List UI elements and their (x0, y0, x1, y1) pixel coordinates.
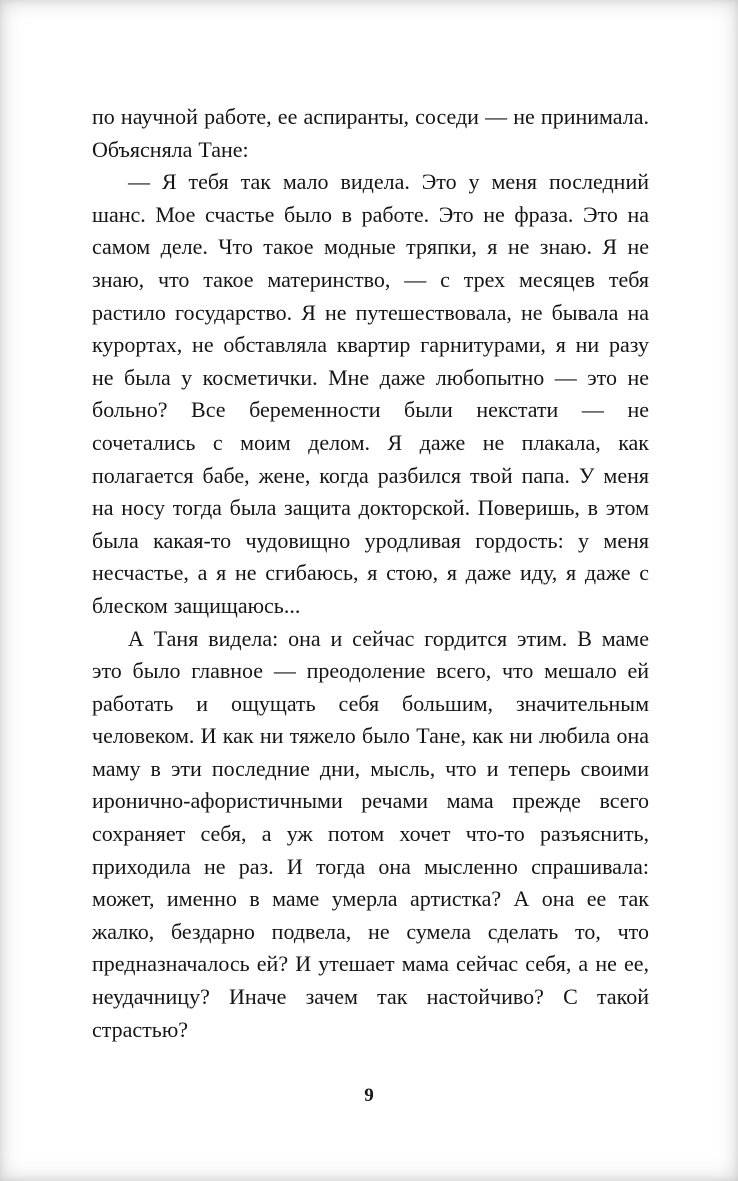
page-number: 9 (364, 1085, 374, 1106)
text-block (92, 101, 649, 1046)
paragraph-narrative: А Таня видела: она и сейчас гордится этим. В маме это было главное — преодоление всего, что мешало ей работать и ощущать себя большим, значительным человеком. И как ни тяжело было Тане, как ни любила она маму в эти последние дни, мысль, что и теперь своими иронично-афористичными речами мама прежде всего сохраняет себя, а уж потом хочет что-то разъяснить, приходила не раз. И тогда она мысленно спрашивала: может, именно в маме умерла артистка? А она ее так жалко, бездарно подвела, не сумела сделать то, что предназначалось ей? И утешает мама сейчас себя, а не ее, неудачницу? Иначе зачем так настойчиво? С такой страстью? (92, 625, 649, 1042)
paragraph-dialogue: — Я тебя так мало видела. Это у меня последний шанс. Мое счастье было в работе. Это не фраза. Это на самом деле. Что такое модные тряпки, я не знаю. Я не знаю, что такое материнство, — с трех месяцев тебя растило государство. Я не путешествовала, не бывала на курортах, не обставляла квартир гарнитурами, я ни разу не была у косметички. Мне даже любопытно — это не больно? Все беременности были некстати — не сочетались с моим делом. Я даже не плакала, как полагается бабе, жене, когда разбился твой папа. У меня на носу тогда была защита докторской. Поверишь, в этом была какая-то чудовищно уродливая гордость: у меня несчастье, а я не сгибаюсь, я стою, я даже иду, я даже с блеском защищаюсь... (92, 169, 649, 618)
paragraph-continued: по научной работе, ее аспиранты, соседи — не принимала. Объясняла Тане: (92, 104, 649, 162)
